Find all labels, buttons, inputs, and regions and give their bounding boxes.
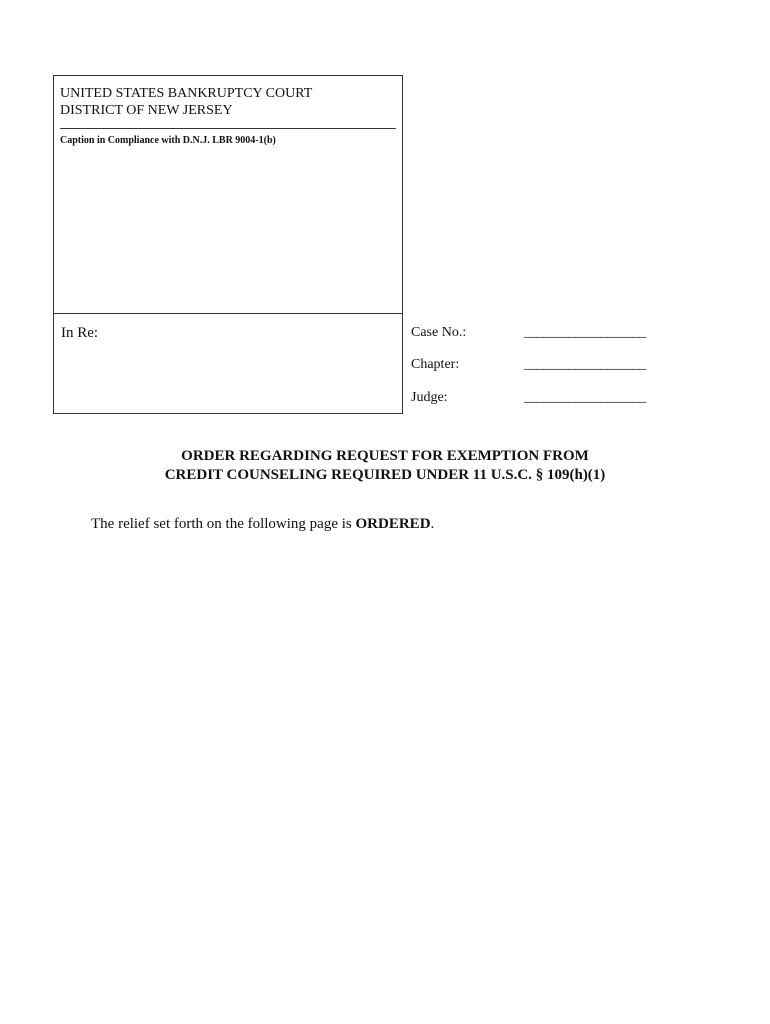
caption-divider [60, 128, 396, 129]
judge-field[interactable]: ___________________ [524, 390, 646, 405]
order-body-text: The relief set forth on the following page is [91, 516, 356, 532]
in-re-box [53, 314, 403, 414]
chapter-label: Chapter: [411, 357, 460, 372]
ordered-emphasis: ORDERED [355, 516, 431, 532]
case-number-label: Case No.: [411, 325, 467, 340]
caption-compliance-note: Caption in Compliance with D.N.J. LBR 9004-1(b) [60, 135, 276, 146]
case-number-field[interactable]: ___________________ [524, 325, 646, 340]
order-body [91, 516, 434, 533]
caption-box [53, 75, 403, 314]
court-district: DISTRICT OF NEW JERSEY [60, 103, 233, 118]
order-title-line2: CREDIT COUNSELING REQUIRED UNDER 11 U.S.C. § 109(h)(1) [164, 467, 606, 483]
order-body-period: . [430, 516, 435, 532]
court-name: UNITED STATES BANKRUPTCY COURT [60, 86, 313, 101]
chapter-field[interactable]: ___________________ [524, 357, 646, 372]
judge-label: Judge: [411, 390, 448, 405]
in-re-label: In Re: [61, 325, 99, 341]
order-title-line1: ORDER REGARDING REQUEST FOR EXEMPTION FROM [181, 448, 589, 464]
